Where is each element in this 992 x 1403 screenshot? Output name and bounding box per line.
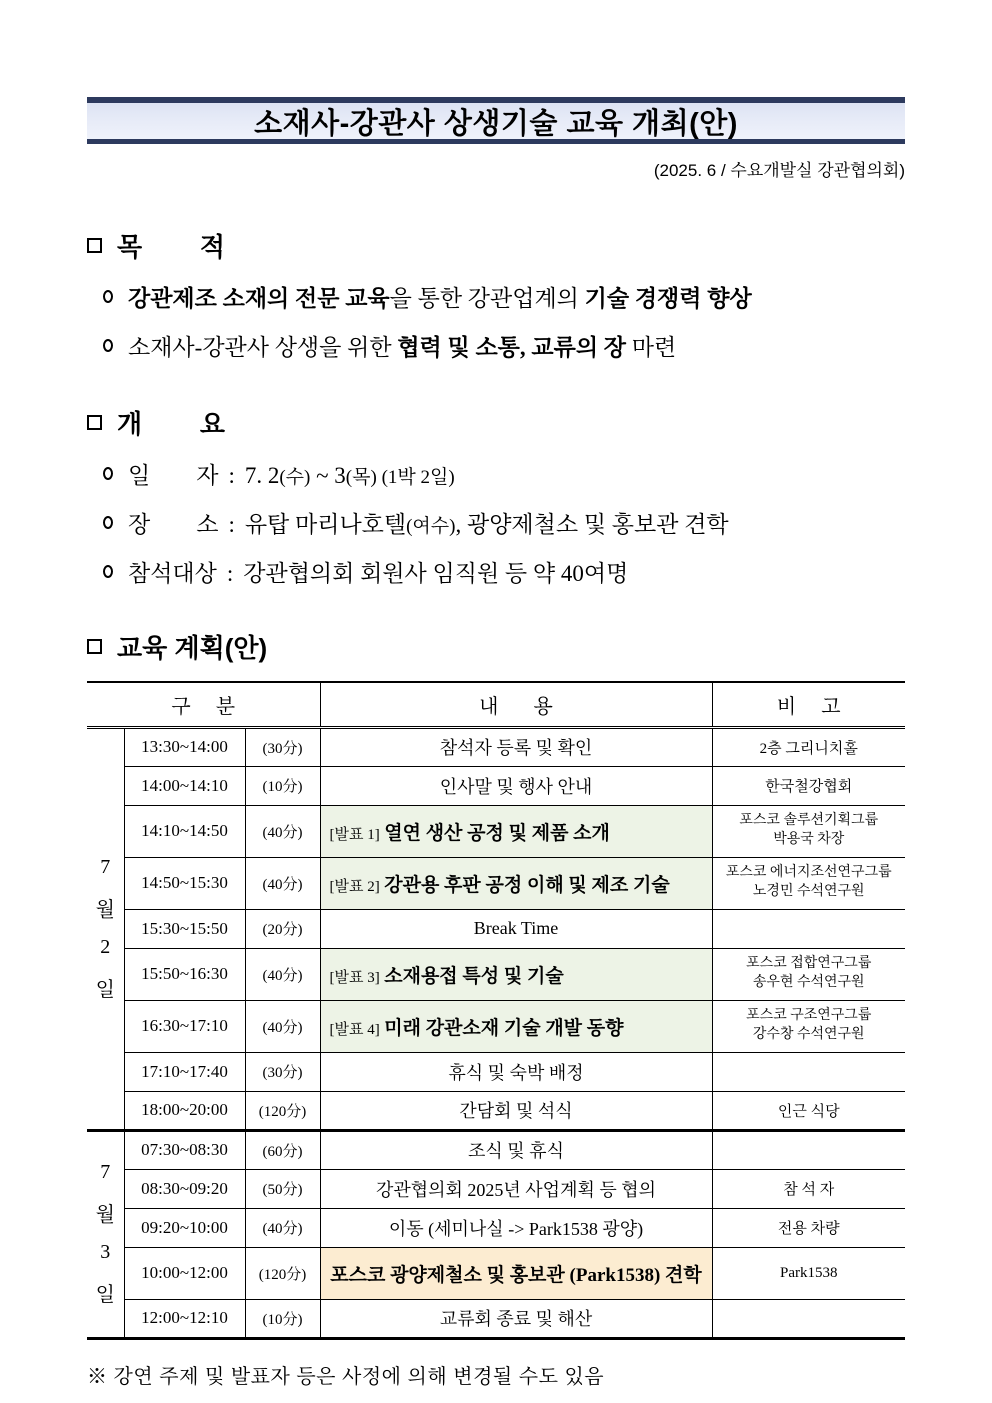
day1-label: 7 월 2 일 [95,855,115,1001]
content-cell: 조식 및 휴식 [320,1130,712,1169]
time-cell: 12:00~12:10 [124,1299,245,1338]
time-cell: 07:30~08:30 [124,1130,245,1169]
content-cell: 교류회 종료 및 해산 [320,1299,712,1338]
overview-attendees-text: 참석대상 : 강관협의회 회원사 임직원 등 약 40여명 [128,561,629,586]
time-cell: 10:00~12:00 [124,1247,245,1299]
checkbox-square-icon [87,639,102,654]
duration-cell: (60分) [245,1130,320,1169]
duration-cell: (10分) [245,1299,320,1338]
page-title: 소재사-강관사 상생기술 교육 개최(안) [254,107,738,140]
table-row [87,1247,905,1299]
duration-cell: (50分) [245,1169,320,1208]
title-banner [87,97,905,144]
remark-cell: 포스코 에너지조선연구그룹 노경민 수석연구원 [712,857,905,909]
checkbox-square-icon [87,415,102,430]
table-row [87,1169,905,1208]
table-row [87,909,905,948]
time-cell: 17:10~17:40 [124,1052,245,1091]
remark-cell: 포스코 구조연구그룹 강수창 수석연구원 [712,1000,905,1052]
content-cell-highlight-green: [발표 3] 소재용접 특성 및 기술 [320,948,712,1000]
header-bigo: 비 고 [712,682,905,727]
duration-cell: (30分) [245,1052,320,1091]
purpose-item-1-text: 강관제조 소재의 전문 교육을 통한 강관업계의 기술 경쟁력 향상 [128,286,752,311]
time-cell: 16:30~17:10 [124,1000,245,1052]
table-row [87,727,905,766]
duration-cell: (40分) [245,948,320,1000]
table-row [87,805,905,857]
table-row [87,1091,905,1130]
duration-cell: (40分) [245,1000,320,1052]
duration-cell: (30分) [245,727,320,766]
content-cell: 휴식 및 숙박 배정 [320,1052,712,1091]
content-cell: 간담회 및 석식 [320,1091,712,1130]
section-heading-overview [87,404,905,441]
time-cell: 15:50~16:30 [124,948,245,1000]
duration-cell: (120分) [245,1247,320,1299]
schedule-table [87,681,905,1340]
time-cell: 14:10~14:50 [124,805,245,857]
remark-cell: Park1538 [712,1247,905,1299]
circle-bullet-icon [103,339,113,352]
time-cell: 15:30~15:50 [124,909,245,948]
content-cell: 인사말 및 행사 안내 [320,766,712,805]
table-row [87,1000,905,1052]
checkbox-square-icon [87,238,102,253]
table-row [87,857,905,909]
plan-heading-label: 교육 계획(안) [117,633,268,663]
section-heading-purpose [87,227,905,264]
purpose-item-2 [87,329,905,362]
table-row [87,766,905,805]
day2-label-cell [87,1130,124,1338]
time-cell: 18:00~20:00 [124,1091,245,1130]
content-cell-highlight-green: [발표 2] 강관용 후판 공정 이해 및 제조 기술 [320,857,712,909]
duration-cell: (20分) [245,909,320,948]
table-row [87,1208,905,1247]
duration-cell: (120分) [245,1091,320,1130]
section-heading-plan [87,628,905,665]
remark-cell: 포스코 접합연구그룹 송우현 수석연구원 [712,948,905,1000]
content-cell-highlight-orange: 포스코 광양제철소 및 홍보관 (Park1538) 견학 [320,1247,712,1299]
table-row [87,1299,905,1338]
day2-label: 7 월 3 일 [95,1161,115,1306]
remark-cell: 한국철강협회 [712,766,905,805]
time-cell: 14:50~15:30 [124,857,245,909]
duration-cell: (40分) [245,1208,320,1247]
table-row [87,1052,905,1091]
content-cell-highlight-green: [발표 4] 미래 강관소재 기술 개발 동향 [320,1000,712,1052]
time-cell: 13:30~14:00 [124,727,245,766]
overview-heading-label: 개 요 [117,409,226,439]
remark-cell [712,1052,905,1091]
duration-cell: (40分) [245,805,320,857]
duration-cell: (40分) [245,857,320,909]
remark-cell: 전용 차량 [712,1208,905,1247]
overview-date-line [87,457,905,490]
duration-cell: (10分) [245,766,320,805]
overview-date-text: 일 자 : 7. 2(수) ~ 3(목) (1박 2일) [128,463,455,488]
remark-cell: 2층 그리니치홀 [712,727,905,766]
content-cell: 이동 (세미나실 -> Park1538 광양) [320,1208,712,1247]
header-gubun: 구 분 [87,682,320,727]
circle-bullet-icon [103,290,113,303]
remark-cell: 인근 식당 [712,1091,905,1130]
overview-place-text: 장 소 : 유탑 마리나호텔(여수), 광양제철소 및 홍보관 견학 [128,512,729,537]
table-row [87,1130,905,1169]
circle-bullet-icon [103,516,113,529]
table-header-row [87,682,905,727]
time-cell: 08:30~09:20 [124,1169,245,1208]
remark-cell [712,1299,905,1338]
remark-cell: 참 석 자 [712,1169,905,1208]
purpose-item-2-text: 소재사-강관사 상생을 위한 협력 및 소통, 교류의 장 마련 [128,335,677,360]
remark-cell [712,909,905,948]
day1-label-cell [87,727,124,1130]
circle-bullet-icon [103,565,113,578]
content-cell: Break Time [320,909,712,948]
content-cell: 참석자 등록 및 확인 [320,727,712,766]
overview-attendees-line [87,555,905,588]
remark-cell [712,1130,905,1169]
content-cell-highlight-green: [발표 1] 열연 생산 공정 및 제품 소개 [320,805,712,857]
document-subtitle: (2025. 6 / 수요개발실 강관협의회) [653,161,905,180]
circle-bullet-icon [103,467,113,480]
table-row [87,948,905,1000]
time-cell: 09:20~10:00 [124,1208,245,1247]
purpose-item-1 [87,280,905,313]
remark-cell: 포스코 솔루션기획그룹 박용국 차장 [712,805,905,857]
purpose-heading-label: 목 적 [117,232,226,262]
header-naeyong: 내 용 [320,682,712,727]
time-cell: 14:00~14:10 [124,766,245,805]
overview-place-line [87,506,905,539]
content-cell: 강관협의회 2025년 사업계획 등 협의 [320,1169,712,1208]
footnote-text: ※ 강연 주제 및 발표자 등은 사정에 의해 변경될 수도 있음 [87,1365,605,1388]
